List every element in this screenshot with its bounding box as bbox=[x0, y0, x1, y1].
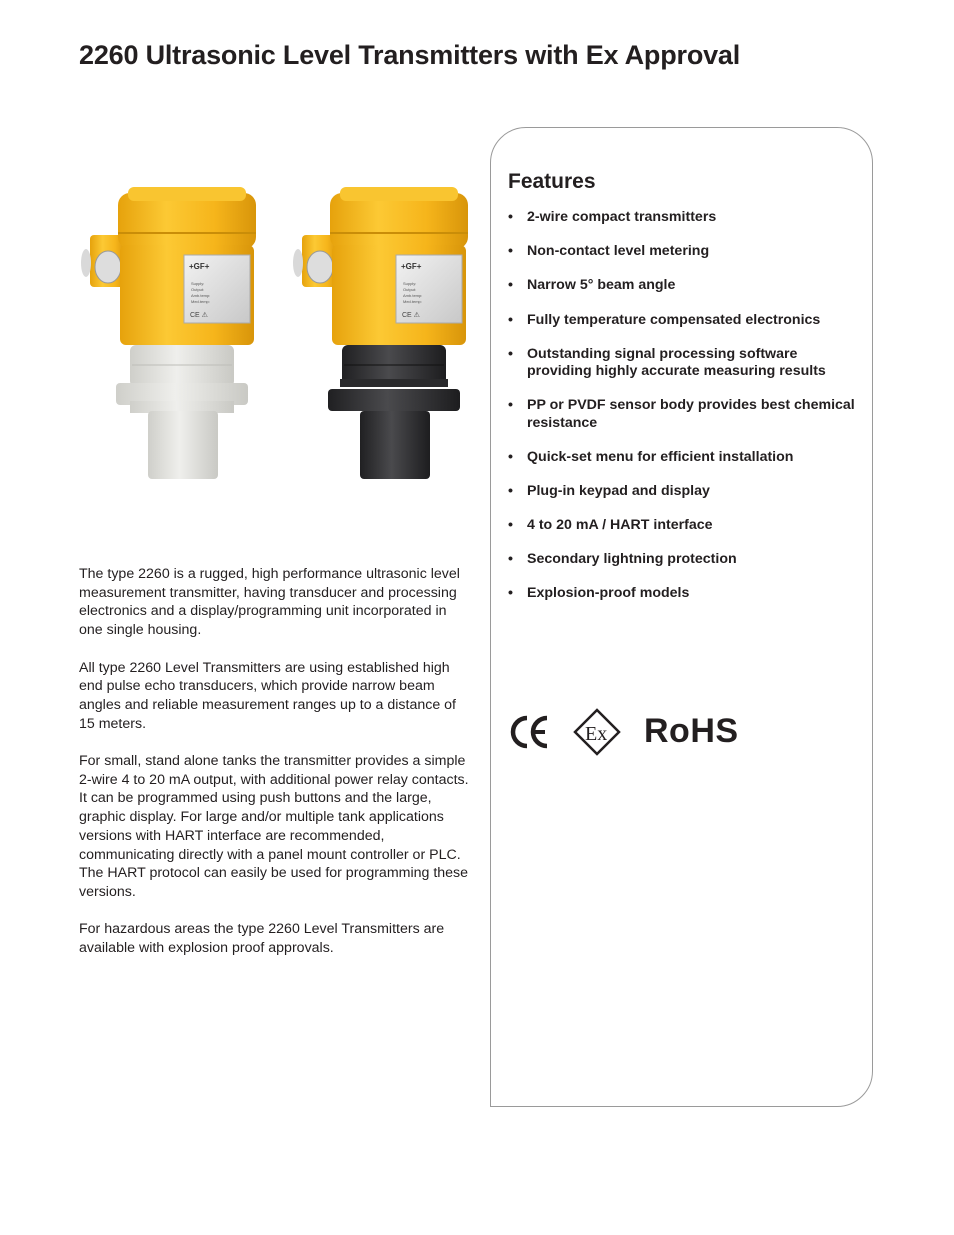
svg-text:Supply:: Supply: bbox=[191, 281, 205, 286]
svg-text:Output:: Output: bbox=[403, 287, 417, 292]
product-description bbox=[79, 565, 469, 976]
svg-text:Med.temp:: Med.temp: bbox=[191, 299, 210, 304]
feature-item: • Secondary lightning protection bbox=[508, 551, 858, 568]
description-paragraph: All type 2260 Level Transmitters are using established high end pulse echo transducers, which provide narrow beam angles and reliable measurement ranges up to a distance of 15 meters. bbox=[79, 659, 456, 732]
brand-label: +GF+ bbox=[189, 262, 210, 271]
svg-text:Med.temp:: Med.temp: bbox=[403, 299, 422, 304]
ex-mark-icon bbox=[571, 710, 619, 754]
rohs-mark: RoHS bbox=[644, 712, 739, 750]
features-title: Features bbox=[508, 170, 596, 193]
svg-text:CE ⚠: CE ⚠ bbox=[190, 312, 208, 319]
transmitter-light bbox=[81, 187, 256, 479]
description-paragraph: For hazardous areas the type 2260 Level Transmitters are available with explosion proof approvals. bbox=[79, 921, 445, 957]
page-title: 2260 Ultrasonic Level Transmitters with Ex Approval bbox=[79, 40, 741, 70]
transmitter-dark bbox=[293, 187, 468, 479]
feature-item: • Quick-set menu for efficient installation bbox=[508, 449, 858, 466]
svg-text:Amb.temp:: Amb.temp: bbox=[191, 293, 211, 298]
svg-text:Amb.temp:: Amb.temp: bbox=[403, 293, 423, 298]
feature-item: • Fully temperature compensated electronics bbox=[508, 312, 858, 329]
svg-text:Ex: Ex bbox=[585, 723, 608, 745]
brand-label: +GF+ bbox=[401, 262, 422, 271]
feature-item: • Plug-in keypad and display bbox=[508, 483, 858, 500]
feature-item: • Outstanding signal processing software providing highly accurate measuring results bbox=[508, 346, 858, 381]
feature-item: • Non-contact level metering bbox=[508, 243, 858, 260]
svg-text:Output:: Output: bbox=[191, 287, 205, 292]
description-paragraph: For small, stand alone tanks the transmitter provides a simple 2-wire 4 to 20 mA output, with additional power relay contacts. It can be programmed using push buttons and the large, graphic display. For large and/or multiple tank applications versions with HART interface are recommended, communicating directly with a panel mount controller or PLC. The HART protocol can easily be used for programming these versions. bbox=[79, 753, 469, 900]
description-paragraph: The type 2260 is a rugged, high performance ultrasonic level measurement transmitter, having transducer and processing electronics and a display/programming unit incorporated in one single housing. bbox=[79, 566, 460, 639]
ce-mark-icon bbox=[513, 718, 547, 746]
feature-item: • 4 to 20 mA / HART interface bbox=[508, 517, 858, 534]
feature-item: • 2-wire compact transmitters bbox=[508, 209, 858, 226]
product-photos bbox=[78, 185, 478, 485]
feature-item: • Explosion-proof models bbox=[508, 585, 858, 602]
svg-text:Supply:: Supply: bbox=[403, 281, 417, 286]
features-list bbox=[508, 209, 858, 620]
feature-item: • Narrow 5° beam angle bbox=[508, 277, 858, 294]
feature-item: • PP or PVDF sensor body provides best chemical resistance bbox=[508, 397, 858, 432]
svg-text:CE ⚠: CE ⚠ bbox=[402, 312, 420, 319]
